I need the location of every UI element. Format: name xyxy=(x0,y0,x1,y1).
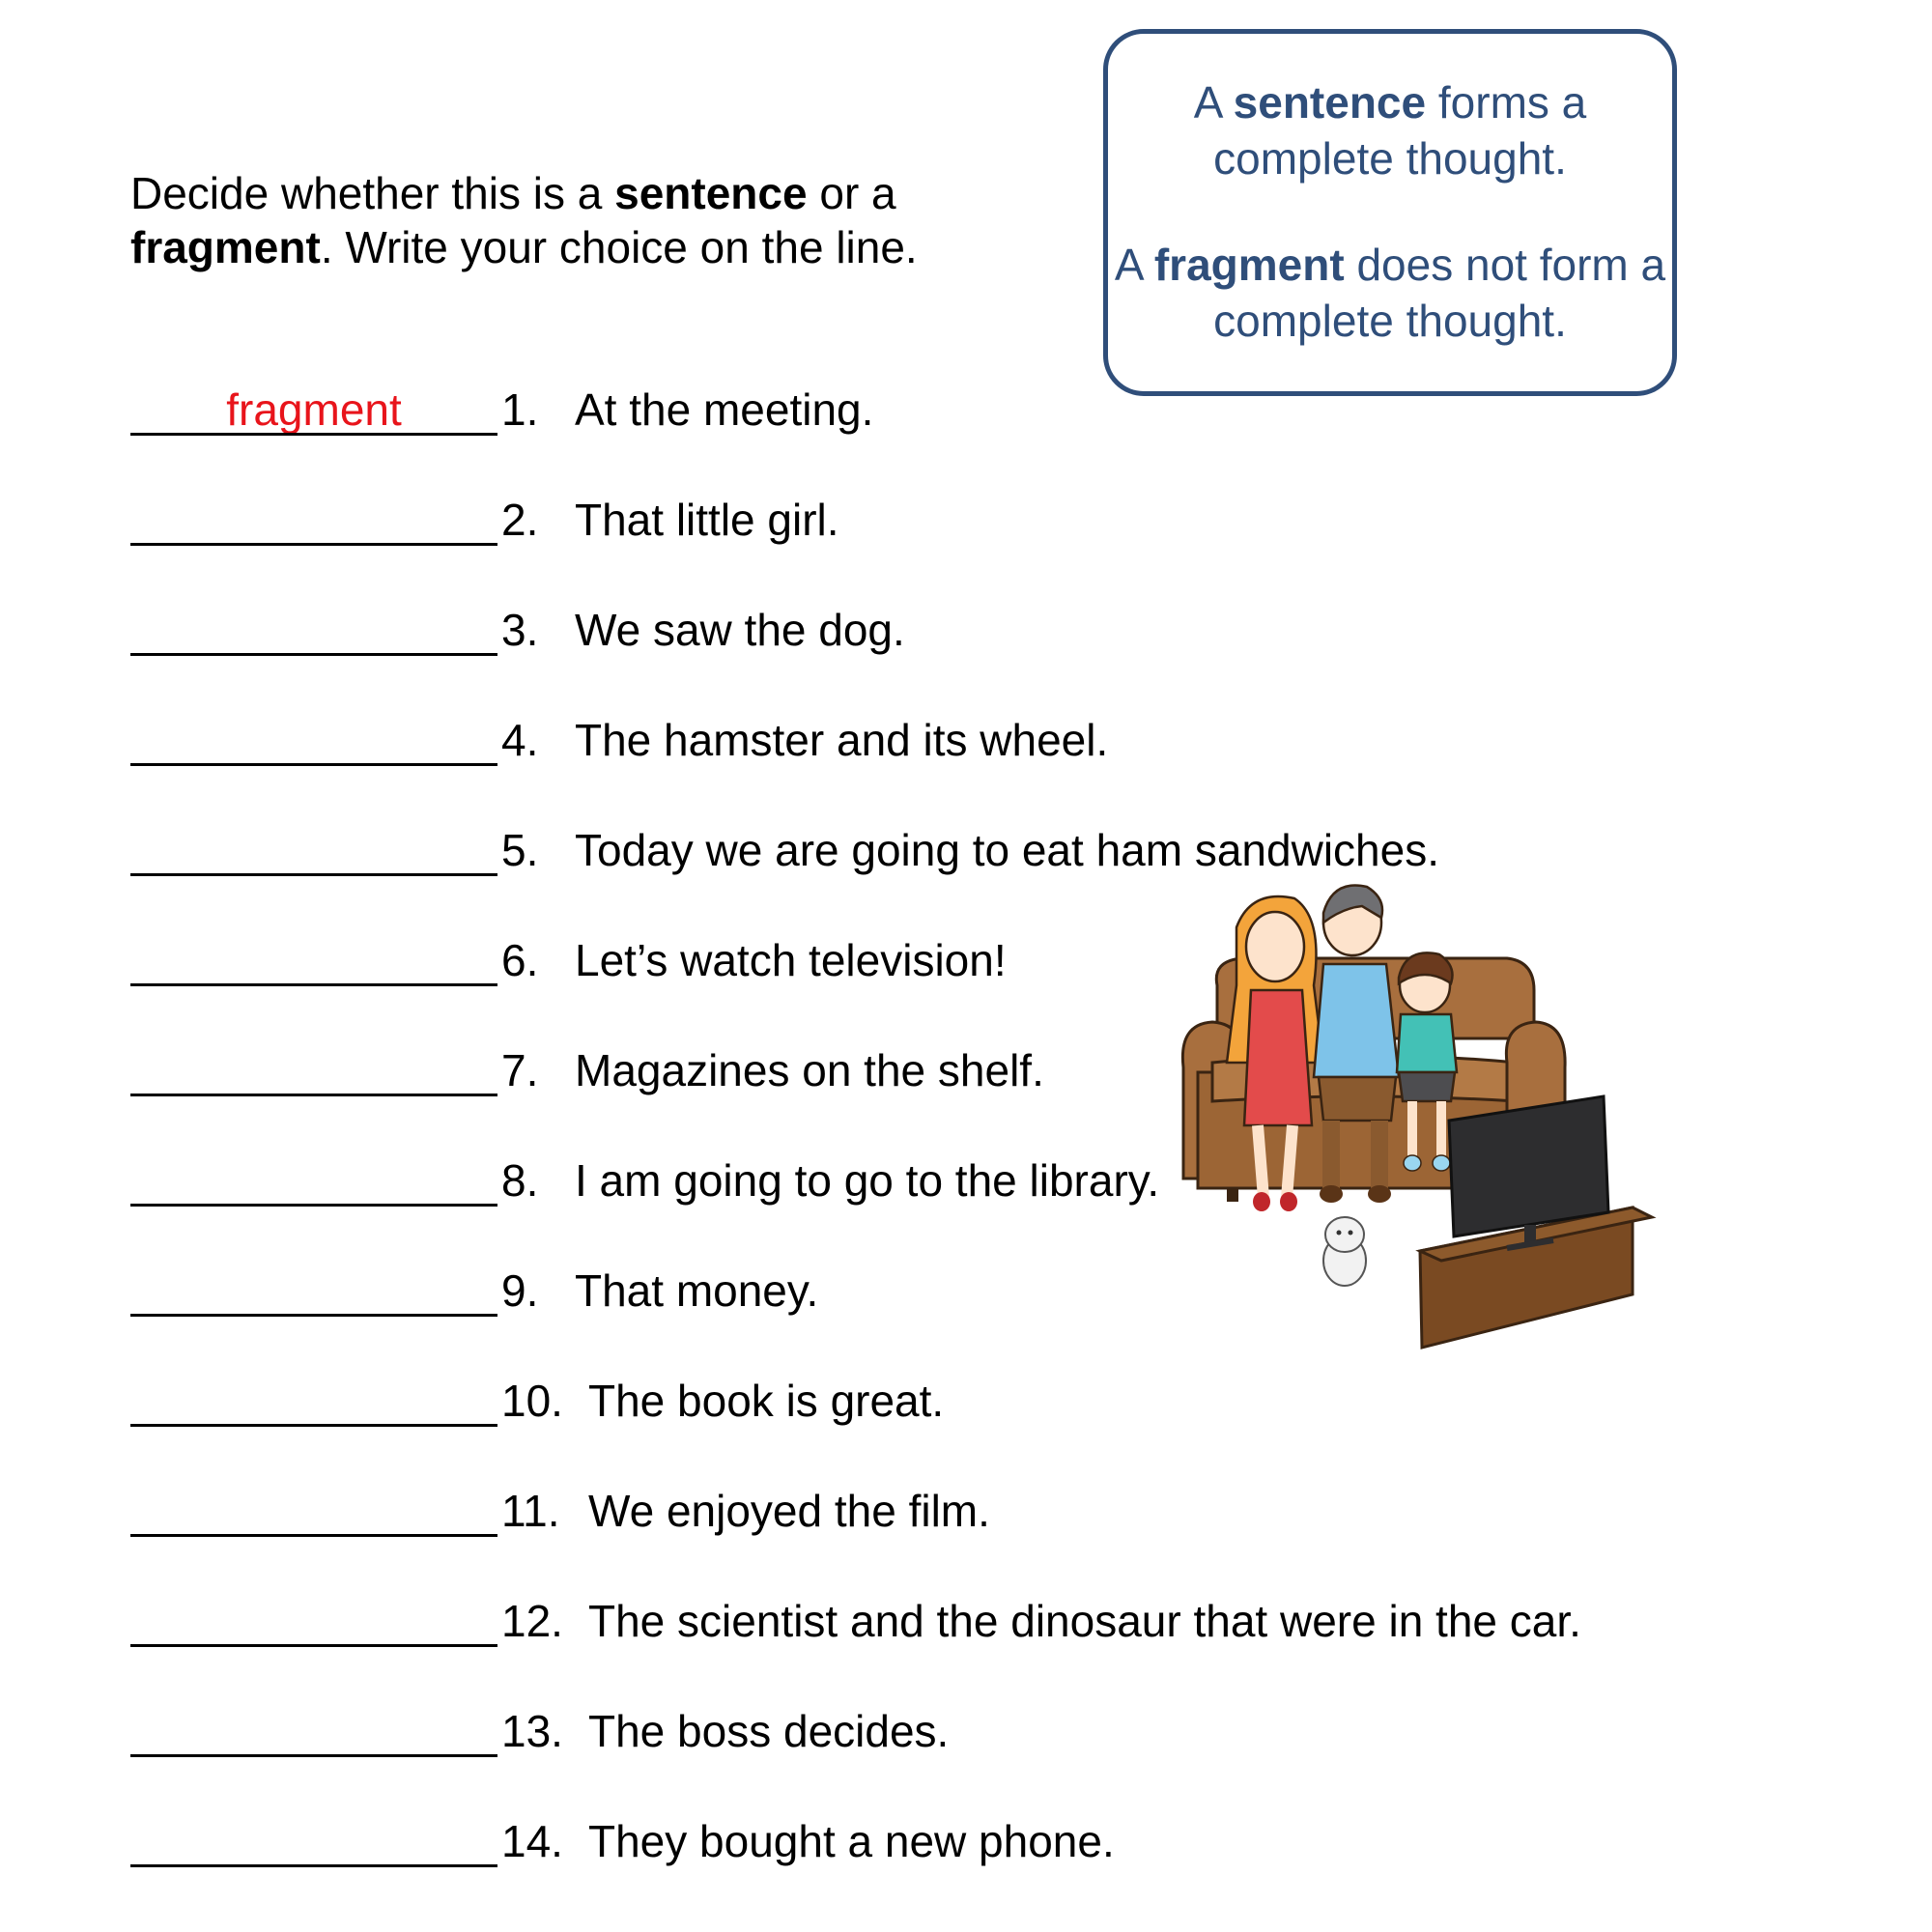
answer-line-2 xyxy=(130,543,497,546)
dog-figure xyxy=(1323,1217,1366,1286)
question-text-10: The book is great. xyxy=(588,1376,945,1426)
answer-line-14 xyxy=(130,1864,497,1867)
question-number-5: 5. xyxy=(501,825,539,875)
question-text-6: Let’s watch television! xyxy=(575,935,1007,985)
definition-box xyxy=(1103,29,1677,396)
instructions-term-sentence: sentence xyxy=(614,168,808,218)
sentence-definition-term: sentence xyxy=(1233,77,1427,128)
question-text-11: We enjoyed the film. xyxy=(588,1486,990,1536)
question-number-14: 14. xyxy=(501,1816,563,1866)
question-number-7: 7. xyxy=(501,1045,539,1095)
question-item-12 xyxy=(130,1596,1676,1654)
answer-line-13 xyxy=(130,1754,497,1757)
question-text-14: They bought a new phone. xyxy=(588,1816,1115,1866)
question-number-3: 3. xyxy=(501,605,539,655)
instructions xyxy=(130,166,1000,274)
answer-line-12 xyxy=(130,1644,497,1647)
question-number-2: 2. xyxy=(501,495,539,545)
question-text-5: Today we are going to eat ham sandwiches. xyxy=(575,825,1439,875)
question-item-11 xyxy=(130,1486,1676,1544)
question-item-10 xyxy=(130,1376,1676,1434)
question-item-1 xyxy=(130,384,1676,442)
question-number-12: 12. xyxy=(501,1596,563,1646)
question-text-2: That little girl. xyxy=(575,495,839,545)
fragment-definition-post: does not form a complete thought. xyxy=(1213,240,1666,346)
answer-line-11 xyxy=(130,1534,497,1537)
fragment-definition-pre: A xyxy=(1114,240,1154,290)
instructions-text-3: . Write your choice on the line. xyxy=(320,222,918,272)
answer-line-5 xyxy=(130,873,497,876)
answer-line-1 xyxy=(130,433,497,436)
question-number-11: 11. xyxy=(501,1486,560,1536)
sentence-definition-pre: A xyxy=(1193,77,1234,128)
sentence-definition-post: forms a complete thought. xyxy=(1213,77,1587,184)
question-number-8: 8. xyxy=(501,1155,539,1206)
question-text-9: That money. xyxy=(575,1265,819,1316)
answer-line-3 xyxy=(130,653,497,656)
question-item-4 xyxy=(130,715,1676,773)
fragment-definition-term: fragment xyxy=(1153,240,1345,290)
question-number-4: 4. xyxy=(501,715,539,765)
question-number-13: 13. xyxy=(501,1706,563,1756)
sentence-definition xyxy=(1108,74,1672,186)
question-item-13 xyxy=(130,1706,1676,1764)
question-text-12: The scientist and the dinosaur that were in the car. xyxy=(588,1596,1581,1646)
question-item-2 xyxy=(130,495,1676,553)
question-text-4: The hamster and its wheel. xyxy=(575,715,1109,765)
question-text-3: We saw the dog. xyxy=(575,605,905,655)
question-number-6: 6. xyxy=(501,935,539,985)
answer-field-1[interactable]: fragment xyxy=(226,384,402,435)
answer-line-9 xyxy=(130,1314,497,1317)
answer-line-6 xyxy=(130,983,497,986)
question-text-8: I am going to go to the library. xyxy=(575,1155,1160,1206)
question-text-7: Magazines on the shelf. xyxy=(575,1045,1044,1095)
answer-line-8 xyxy=(130,1204,497,1207)
instructions-text-1: Decide whether this is a xyxy=(130,168,615,218)
instructions-term-fragment: fragment xyxy=(130,222,321,272)
question-text-13: The boss decides. xyxy=(588,1706,950,1756)
question-text-1: At the meeting. xyxy=(575,384,874,435)
answer-line-10 xyxy=(130,1424,497,1427)
family-watching-tv-illustration xyxy=(1169,869,1671,1362)
question-number-1: 1. xyxy=(501,384,539,435)
answer-line-7 xyxy=(130,1094,497,1096)
question-item-14 xyxy=(130,1816,1676,1874)
instructions-text-2: or a xyxy=(807,168,896,218)
question-number-10: 10. xyxy=(501,1376,563,1426)
question-number-9: 9. xyxy=(501,1265,539,1316)
question-item-3 xyxy=(130,605,1676,663)
fragment-definition xyxy=(1108,237,1672,349)
answer-line-4 xyxy=(130,763,497,766)
